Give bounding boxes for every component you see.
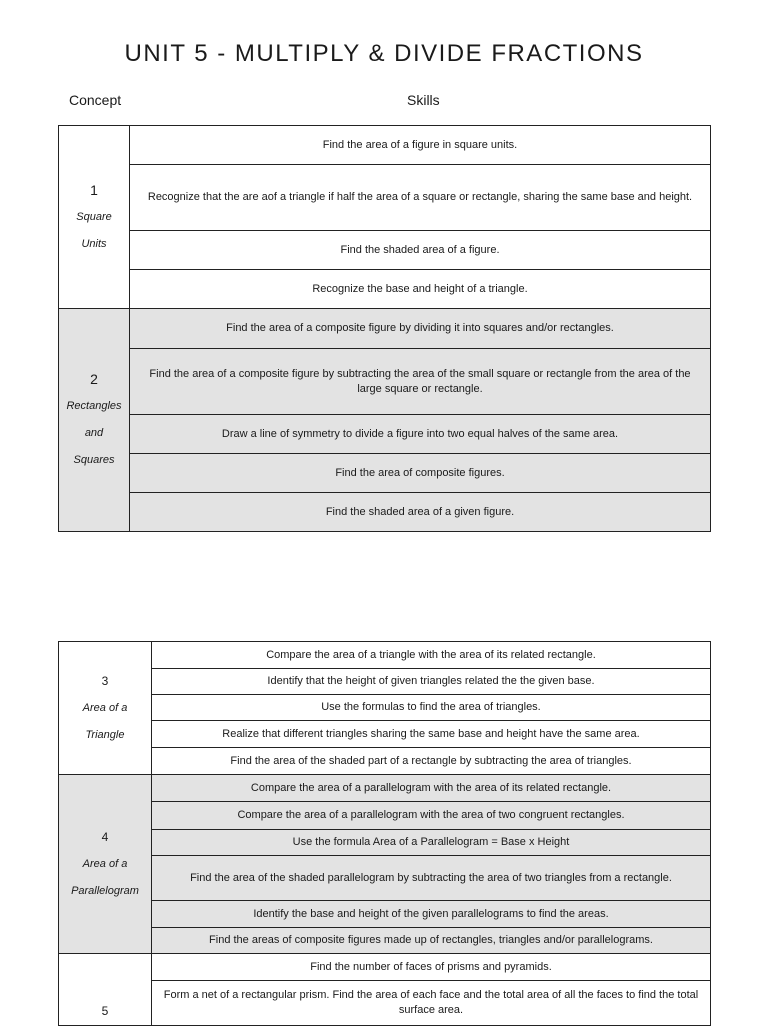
concept-cell-4 [59,775,152,954]
concept-name-line: Squares [73,454,115,466]
page-title: UNIT 5 - MULTIPLY & DIVIDE FRACTIONS [124,40,644,67]
skill-cell: Recognize that the are aof a triangle if half the area of a square or rectangle, sharing the same base and height. [130,165,711,231]
concept-name-line: Parallelogram [71,884,139,897]
table-row [59,165,711,231]
skill-cell: Find the area of composite figures. [130,454,711,493]
concept-name-line: and [84,427,104,439]
table-row [59,493,711,532]
concept-name-line: Area of a [82,701,128,714]
concept-cell-3 [59,642,152,775]
table-row [59,349,711,415]
skill-cell: Form a net of a rectangular prism. Find the area of each face and the total area of all the faces to find the total surface area. [152,981,711,1026]
concept-cell-2 [59,309,130,532]
skill-cell: Identify the base and height of the given parallelograms to find the areas. [152,901,711,928]
table-row [59,981,711,1026]
table-row [59,695,711,721]
skill-cell: Find the area of a figure in square units. [130,126,711,165]
table-row [59,454,711,493]
skill-cell: Use the formulas to find the area of triangles. [152,695,711,721]
concept-name-line: Area of a [82,857,128,870]
skill-cell: Recognize the base and height of a triangle. [130,270,711,309]
concept-number: 4 [101,829,109,844]
concept-column-header: Concept [69,92,122,108]
table-row [59,748,711,775]
skill-cell: Find the shaded area of a given figure. [130,493,711,532]
skill-cell: Identify that the height of given triangles related the the given base. [152,669,711,695]
table-row [59,231,711,270]
skill-cell: Compare the area of a triangle with the area of its related rectangle. [152,642,711,669]
concept-cell-1 [59,126,130,309]
table-row [59,901,711,928]
skill-cell: Compare the area of a parallelogram with the area of its related rectangle. [152,775,711,802]
table-row [59,802,711,830]
table-row [59,642,711,669]
concept-number: 2 [90,371,98,387]
skill-cell: Draw a line of symmetry to divide a figure into two equal halves of the same area. [130,415,711,454]
concept-name-line: Rectangles [66,400,122,412]
skill-cell: Compare the area of a parallelogram with the area of two congruent rectangles. [152,802,711,830]
skill-cell: Find the area of a composite figure by dividing it into squares and/or rectangles. [130,309,711,349]
concept-number: 5 [101,1004,109,1018]
table-row [59,954,711,981]
table-row [59,126,711,165]
table-row [59,415,711,454]
skill-cell: Find the area of the shaded part of a rectangle by subtracting the area of triangles. [152,748,711,775]
skill-cell: Find the shaded area of a figure. [130,231,711,270]
concept-name-line: Square [76,210,112,223]
skill-cell: Find the area of a composite figure by subtracting the area of the small square or rectangle from the area of the large square or rectangle. [130,349,711,415]
table-row [59,270,711,309]
concept-number: 1 [90,181,98,198]
concept-name-line: Units [81,237,107,250]
skill-cell: Realize that different triangles sharing the same base and height have the same area. [152,721,711,748]
skill-cell: Find the number of faces of prisms and pyramids. [152,954,711,981]
skill-cell: Find the area of the shaded parallelogram by subtracting the area of two triangles from a rectangle. [152,856,711,901]
skill-cell: Use the formula Area of a Parallelogram = Base x Height [152,830,711,856]
table-row [59,928,711,954]
concept-number: 3 [101,673,109,688]
table-row [59,830,711,856]
skills-table-2 [58,641,711,1026]
concept-cell-5 [59,954,152,1026]
table-row [59,669,711,695]
table-row [59,721,711,748]
table-row [59,775,711,802]
table-row [59,309,711,349]
skills-table-1 [58,125,711,532]
skills-column-header: Skills [407,92,440,108]
table-row [59,856,711,901]
skill-cell: Find the areas of composite figures made up of rectangles, triangles and/or parallelograms. [152,928,711,954]
concept-name-line: Triangle [85,728,125,741]
